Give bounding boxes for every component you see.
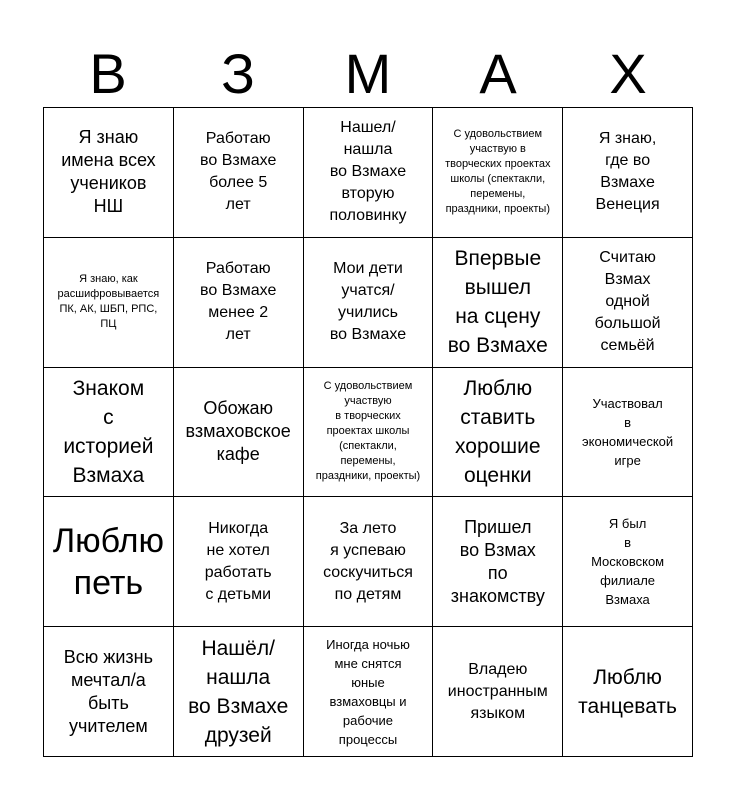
bingo-grid [43, 107, 693, 757]
cell-text: Участвовал в экономической игре [582, 395, 674, 468]
bingo-cell-r5c3[interactable] [304, 627, 434, 757]
cell-text: Нашёл/ нашла во Взмахе друзей [188, 636, 289, 747]
cell-text: Никогда не хотел работать с детьми [204, 519, 272, 603]
cell-text: Знаком с историей Взмаха [63, 376, 154, 487]
bingo-cell-r4c5[interactable] [563, 497, 693, 627]
cell-text: Обожаю взмаховское кафе [185, 398, 291, 465]
cell-text: Считаю Взмах одной большой семьёй [594, 249, 661, 355]
bingo-cell-r4c2[interactable] [174, 497, 304, 627]
header-letter-2: З [221, 42, 255, 105]
header-letter-4: А [479, 42, 517, 105]
cell-text: Я знаю имена всех учеников НШ [61, 127, 156, 217]
cell-text: Люблю ставить хорошие оценки [455, 376, 541, 487]
cell-text: Я знаю, где во Взмахе Венеция [595, 130, 660, 214]
bingo-cell-r5c2[interactable] [174, 627, 304, 757]
cell-text: Работаю во Взмахе более 5 лет [200, 130, 277, 214]
cell-text: Впервые вышел на сцену во Взмахе [447, 247, 548, 358]
bingo-cell-r1c3[interactable] [304, 108, 434, 238]
bingo-cell-r1c2[interactable] [174, 108, 304, 238]
cell-text: Люблю танцевать [578, 665, 677, 718]
bingo-cell-r1c5[interactable] [563, 108, 693, 238]
cell-text: Иногда ночью мне снятся юные взмаховцы и рабочие процессы [326, 636, 410, 747]
bingo-cell-r2c3[interactable] [304, 238, 434, 368]
cell-text: Пришел во Взмах по знакомству [450, 516, 545, 606]
bingo-cell-r5c4[interactable] [433, 627, 563, 757]
bingo-cell-r1c1[interactable] [44, 108, 174, 238]
cell-text: Я знаю, как расшифровывается ПК, АК, ШБП, РПС, ПЦ [57, 273, 160, 331]
bingo-cell-r2c2[interactable] [174, 238, 304, 368]
bingo-cell-r3c4[interactable] [433, 368, 563, 498]
cell-text: За лето я успеваю соскучиться по детям [323, 519, 413, 603]
header-letter-5: Х [609, 42, 647, 105]
cell-text: Всю жизнь мечтал/а быть учителем [63, 646, 153, 736]
bingo-cell-r3c3[interactable] [304, 368, 434, 498]
bingo-cell-r2c1[interactable] [44, 238, 174, 368]
cell-text: Люблю петь [52, 521, 164, 602]
cell-text: С удовольствием участвую в творческих проектах школы (спектакли, перемены, праздники, проекты) [445, 128, 551, 216]
cell-text: Работаю во Взмахе менее 2 лет [200, 260, 277, 344]
bingo-header [43, 40, 693, 108]
bingo-cell-r5c1[interactable] [44, 627, 174, 757]
cell-text: Я был в Московском филиале Взмаха [591, 516, 665, 608]
bingo-cell-r3c1[interactable] [44, 368, 174, 498]
cell-text: Мои дети учатся/ учились во Взмахе [329, 260, 407, 344]
cell-text: Нашел/ нашла во Взмахе вторую половинку [329, 119, 407, 225]
bingo-cell-r3c2[interactable] [174, 368, 304, 498]
bingo-cell-r4c3[interactable] [304, 497, 434, 627]
bingo-cell-r4c4[interactable] [433, 497, 563, 627]
bingo-cell-r1c4[interactable] [433, 108, 563, 238]
bingo-cell-r2c4[interactable] [433, 238, 563, 368]
bingo-cell-r4c1[interactable] [44, 497, 174, 627]
cell-text: С удовольствием участвую в творческих проектах школы (спектакли, перемены, праздники, проекты) [315, 380, 421, 483]
header-letter-3: М [344, 42, 392, 105]
bingo-cell-r2c5[interactable] [563, 238, 693, 368]
bingo-cell-r5c5[interactable] [563, 627, 693, 757]
bingo-cell-r3c5[interactable] [563, 368, 693, 498]
cell-text: Владею иностранным языком [447, 660, 548, 722]
header-letter-1: В [89, 42, 127, 105]
